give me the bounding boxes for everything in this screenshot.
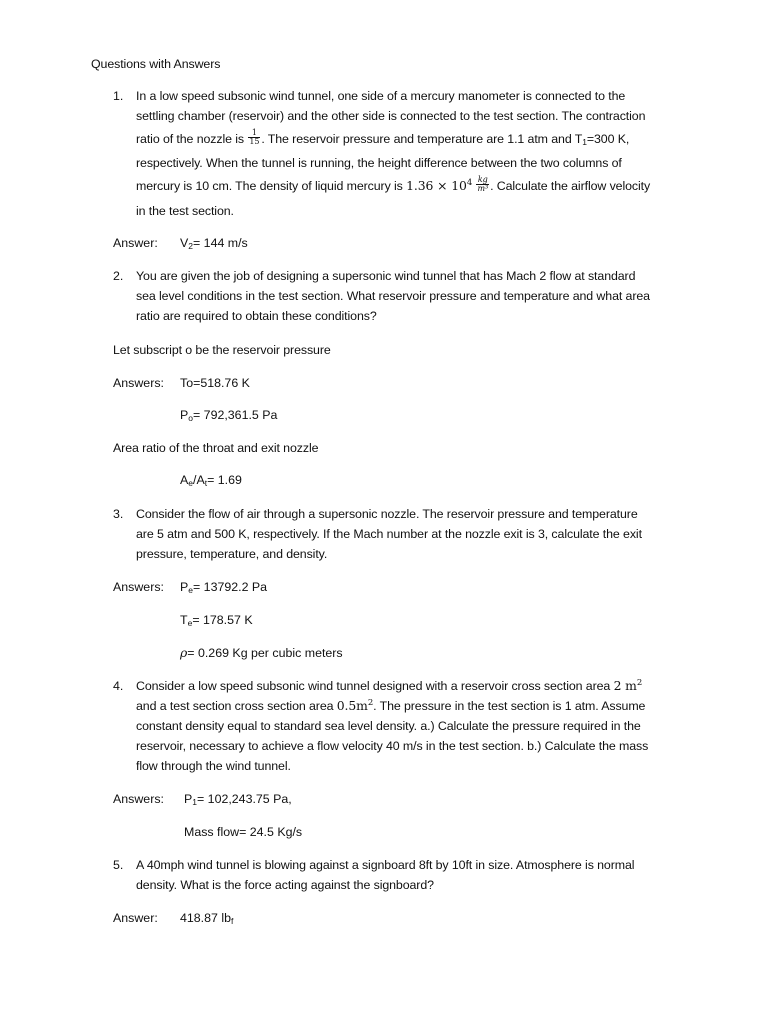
q1-text-line-5 <box>136 175 651 195</box>
exit-pressure-subscript: e <box>188 585 193 595</box>
unit-denominator: m³ <box>477 184 489 194</box>
area-ratio-number: = 1.69 <box>207 473 242 487</box>
reservoir-area-exponent: 2 <box>636 678 643 688</box>
q1-line5-end: . Calculate the airflow velocity <box>490 179 651 193</box>
density-rho-symbol: ρ <box>180 645 188 660</box>
q4-number: 4. <box>113 679 124 693</box>
q4-line1-text: Consider a low speed subsonic wind tunnel designed with a reservoir cross section area <box>136 679 611 693</box>
q1-text-line-2: settling chamber (reservoir) and the other side is connected to the test section. The contraction <box>136 109 646 123</box>
pressure-number: = 792,361.5 Pa <box>193 408 278 422</box>
reservoir-area-number: 2 m <box>613 678 637 693</box>
q1-answer-label: Answer: <box>113 236 158 250</box>
reservoir-area-value <box>614 678 643 693</box>
q2-note: Let subscript o be the reservoir pressure <box>113 343 331 357</box>
q2-number: 2. <box>113 269 124 283</box>
document-heading: Questions with Answers <box>91 57 221 71</box>
q2-answers-label: Answers: <box>113 376 164 390</box>
force-number: 418.87 lb <box>180 911 231 925</box>
q2-text-line-2: sea level conditions in the test section. What reservoir pressure and temperature and what area <box>136 289 650 303</box>
q4-text-line-3: constant density equal to standard sea level density. a.) Calculate the pressure required in the <box>136 719 641 733</box>
exit-temp-variable: T <box>180 613 188 627</box>
reservoir-pressure-number: = 102,243.75 Pa, <box>197 792 292 806</box>
test-area-exponent: 2 <box>367 698 374 708</box>
q4-text-line-2 <box>136 698 645 714</box>
force-unit-subscript: f <box>230 916 234 926</box>
throat-subscript: t <box>204 478 208 488</box>
q1-text-line-1: In a low speed subsonic wind tunnel, one side of a mercury manometer is connected to the <box>136 89 626 103</box>
contraction-ratio-fraction <box>248 129 260 146</box>
q4-answer-mass-flow: Mass flow= 24.5 Kg/s <box>184 825 303 839</box>
q1-text-line-4: respectively. When the tunnel is running, the height difference between the two columns of <box>136 156 622 170</box>
q3-answer-exit-temperature <box>180 612 253 628</box>
density-number: = 0.269 Kg per cubic meters <box>187 646 343 660</box>
q4-answers-label: Answers: <box>113 792 164 806</box>
q5-number: 5. <box>113 858 124 872</box>
q4-text-line-4: reservoir, necessary to achieve a flow velocity 40 m/s in the test section. b.) Calculate the mass <box>136 739 649 753</box>
pressure-subscript: o <box>188 413 193 423</box>
test-section-area-value <box>337 698 373 713</box>
q3-answer-density <box>180 645 343 661</box>
pressure-variable: P <box>180 408 189 422</box>
exit-pressure-number: = 13792.2 Pa <box>193 580 268 594</box>
exit-temp-subscript: e <box>187 618 193 628</box>
q5-text-line-2: density. What is the force acting against the signboard? <box>136 878 434 892</box>
area-var-throat: /A <box>193 473 205 487</box>
q2-text-line-3: ratio are required to obtain these conditions? <box>136 309 377 323</box>
answer-number: = 144 m/s <box>193 236 248 250</box>
q1-line5-start: mercury is 10 cm. The density of liquid mercury is <box>136 179 403 193</box>
q4-text-line-1 <box>136 678 642 694</box>
q1-temp-subscript: 1 <box>582 137 587 147</box>
q2-area-ratio-label: Area ratio of the throat and exit nozzle <box>113 441 319 455</box>
q1-line3-end: =300 K, <box>586 132 630 146</box>
q1-text-line-6: in the test section. <box>136 204 234 218</box>
q3-text-line-3: pressure, temperature, and density. <box>136 547 328 561</box>
q3-text-line-2: are 5 atm and 500 K, respectively. If the Mach number at the nozzle exit is 3, calculate the exit <box>136 527 642 541</box>
answer-subscript: 2 <box>188 241 193 251</box>
reservoir-pressure-variable: P <box>184 792 193 806</box>
ratio-numerator: 1 <box>248 129 260 138</box>
q2-answer-temperature: To=518.76 K <box>180 376 250 390</box>
area-var-exit: A <box>180 473 189 487</box>
q1-text-line-3 <box>136 128 630 148</box>
q1-answer-value <box>180 235 248 251</box>
q5-answer-label: Answer: <box>113 911 158 925</box>
mercury-density-value <box>406 178 472 193</box>
density-unit-fraction <box>476 176 489 193</box>
q3-number: 3. <box>113 507 124 521</box>
test-area-number: 0.5m <box>336 698 368 713</box>
exit-subscript: e <box>188 478 193 488</box>
ratio-denominator: 15 <box>249 137 260 147</box>
exit-pressure-variable: P <box>180 580 189 594</box>
exit-temp-number: = 178.57 K <box>192 613 253 627</box>
q1-line3-middle: . The reservoir pressure and temperature are 1.1 atm and T <box>261 132 583 146</box>
q5-text-line-1: A 40mph wind tunnel is blowing against a signboard 8ft by 10ft in size. Atmosphere is normal <box>136 858 635 872</box>
q4-line2-end: . The pressure in the test section is 1 atm. Assume <box>373 699 646 713</box>
q3-answer-exit-pressure <box>180 579 267 595</box>
q3-text-line-1: Consider the flow of air through a supersonic nozzle. The reservoir pressure and temperature <box>136 507 638 521</box>
unit-numerator: kg <box>477 175 488 185</box>
answer-variable: V <box>180 236 189 250</box>
q2-answer-pressure <box>180 407 277 423</box>
q4-line2-start: and a test section cross section area <box>136 699 334 713</box>
q4-text-line-5: flow through the wind tunnel. <box>136 759 291 773</box>
q5-answer-value <box>180 910 233 926</box>
q2-answer-area-ratio <box>180 472 242 488</box>
q1-number: 1. <box>113 89 124 103</box>
q1-line3-start: ratio of the nozzle is <box>136 132 244 146</box>
density-exponent: 4 <box>466 178 473 188</box>
q3-answers-label: Answers: <box>113 580 164 594</box>
reservoir-pressure-subscript: 1 <box>192 797 197 807</box>
q4-answer-pressure <box>184 791 292 807</box>
density-mantissa: 1.36 × 10 <box>406 178 467 193</box>
q2-text-line-1: You are given the job of designing a supersonic wind tunnel that has Mach 2 flow at standard <box>136 269 636 283</box>
